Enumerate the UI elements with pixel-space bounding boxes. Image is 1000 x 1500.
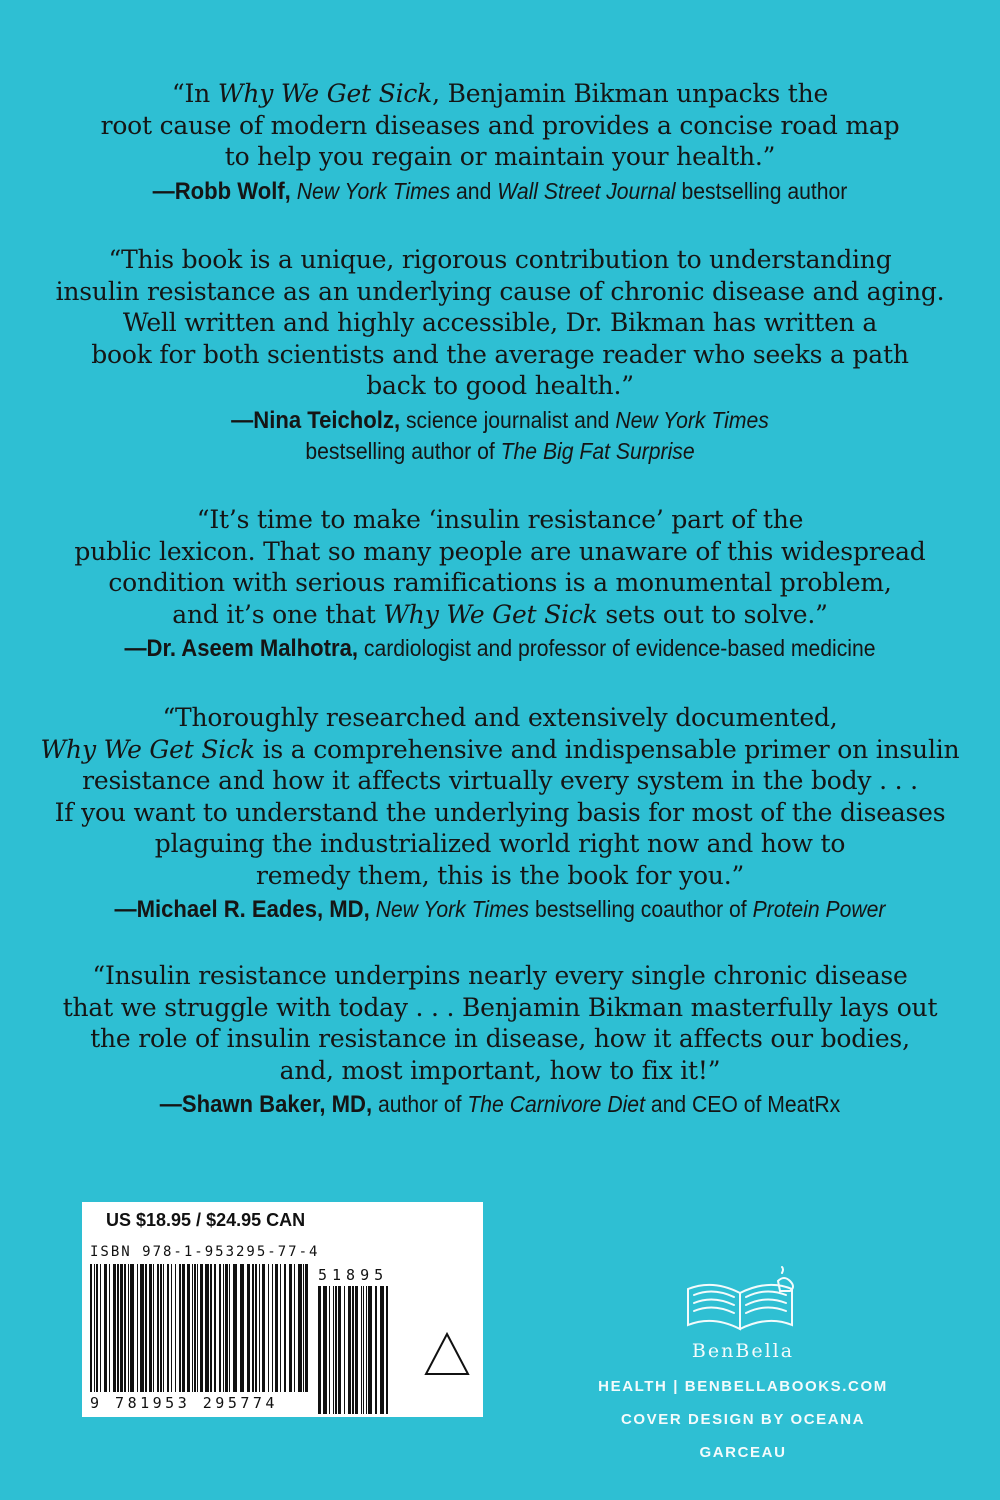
quote-text-line: condition with serious ramifications is a monumental problem, <box>108 568 892 597</box>
attribution-line: bestselling author of The Big Fat Surprise <box>305 437 695 464</box>
price-barcode <box>318 1286 398 1414</box>
italic-title: Why We Get Sick <box>383 599 598 629</box>
attribution-name: —Shawn Baker, MD, <box>159 1091 373 1118</box>
quote-text-line: “In Why We Get Sick, Benjamin Bikman unpacks the <box>171 79 829 108</box>
italic-title: Why We Get Sick <box>40 734 255 764</box>
quote-text-line: “Thoroughly researched and extensively documented, <box>162 703 838 732</box>
quote-text-line: If you want to understand the underlying basis for most of the diseases <box>54 797 946 827</box>
quote-text-line: insulin resistance as an underlying cause of chronic disease and aging. <box>55 276 945 306</box>
cover-credit-line: COVER DESIGN BY OCEANA GARCEAU <box>620 1411 866 1461</box>
italic-title: New York Times <box>296 177 451 204</box>
quote-aseem-malhotra <box>40 504 960 664</box>
attribution-line: —Michael R. Eades, MD, New York Times bestselling coauthor of Protein Power <box>114 896 886 923</box>
quote-nina-teicholz <box>40 244 960 467</box>
italic-title: Wall Street Journal <box>497 177 676 204</box>
quote-text-line: the role of insulin resistance in disease, how it affects our bodies, <box>90 1024 910 1053</box>
quote-text-line: Well written and highly accessible, Dr. Bikman has written a <box>122 308 878 337</box>
price-code: 51895 <box>318 1266 389 1284</box>
quote-text-line: plaguing the industrialized world right now and how to <box>154 829 846 858</box>
attribution-name: —Michael R. Eades, MD, <box>114 896 370 923</box>
barcode-panel <box>82 1202 483 1417</box>
attribution-line: —Robb Wolf, New York Times and Wall Street Journal bestselling author <box>152 177 848 205</box>
publisher-block <box>583 1265 903 1469</box>
price-label: US $18.95 / $24.95 CAN <box>106 1210 306 1230</box>
quote-text-line: “It’s time to make ‘insulin resistance’ part of the <box>196 505 804 534</box>
publisher-logo-name: BenBella <box>691 1340 795 1362</box>
quote-text-line: remedy them, this is the book for you.” <box>255 860 745 890</box>
quote-text-line: resistance and how it affects virtually every system in the body . . . <box>82 766 918 795</box>
quote-attribution <box>77 176 923 207</box>
quote-text <box>40 702 960 891</box>
italic-title: New York Times <box>375 896 530 922</box>
quote-text-line: and it’s one that Why We Get Sick sets out to solve.” <box>172 599 828 629</box>
quote-text <box>40 78 960 173</box>
attribution-name: —Robb Wolf, <box>152 177 291 205</box>
quote-text-line: that we struggle with today . . . Benjamin Bikman masterfully lays out <box>62 992 938 1022</box>
quote-text-line: “This book is a unique, rigorous contribution to understanding <box>108 245 892 274</box>
quote-text <box>40 960 960 1086</box>
italic-title: The Carnivore Diet <box>467 1091 645 1117</box>
attribution-line: —Shawn Baker, MD, author of The Carnivore Diet and CEO of MeatRx <box>159 1091 841 1118</box>
open-book-logo-icon <box>678 1265 808 1335</box>
quote-text <box>40 504 960 630</box>
category-line: HEALTH | BENBELLABOOKS.COM <box>598 1378 888 1395</box>
quote-shawn-baker <box>40 960 960 1120</box>
quote-text-line: public lexicon. That so many people are unaware of this widespread <box>74 536 926 566</box>
triangle-icon <box>422 1330 472 1380</box>
quote-text-line: “Insulin resistance underpins nearly every single chronic disease <box>92 961 908 990</box>
attribution-name: —Nina Teicholz, <box>231 406 401 434</box>
italic-title: The Big Fat Surprise <box>500 437 695 464</box>
quote-text-line: to help you regain or maintain your health.” <box>224 142 776 171</box>
barcode-digits: 9 781953 295774 <box>90 1394 278 1412</box>
quote-text-line: and, most important, how to fix it!” <box>279 1055 721 1085</box>
quote-attribution <box>77 405 923 467</box>
quote-text <box>40 244 960 402</box>
italic-title: Why We Get Sick <box>217 79 433 108</box>
quote-michael-eades <box>40 702 960 925</box>
attribution-name: —Dr. Aseem Malhotra, <box>124 635 359 662</box>
attribution-line: —Nina Teicholz, science journalist and New York Times <box>231 406 769 434</box>
quote-robb-wolf <box>40 78 960 207</box>
italic-title: Protein Power <box>752 896 886 922</box>
quote-text-line: book for both scientists and the average reader who seeks a path <box>91 339 909 369</box>
quote-attribution <box>77 633 923 664</box>
attribution-line: —Dr. Aseem Malhotra, cardiologist and professor of evidence-based medicine <box>124 635 876 662</box>
quote-attribution <box>77 894 923 925</box>
quote-text-line: Why We Get Sick is a comprehensive and indispensable primer on insulin <box>40 734 960 764</box>
quote-text-line: root cause of modern diseases and provides a concise road map <box>100 110 900 140</box>
quote-text-line: back to good health.” <box>366 371 634 400</box>
isbn-number: ISBN 978-1-953295-77-4 <box>90 1244 320 1260</box>
quote-attribution <box>77 1089 923 1120</box>
italic-title: New York Times <box>615 406 769 433</box>
